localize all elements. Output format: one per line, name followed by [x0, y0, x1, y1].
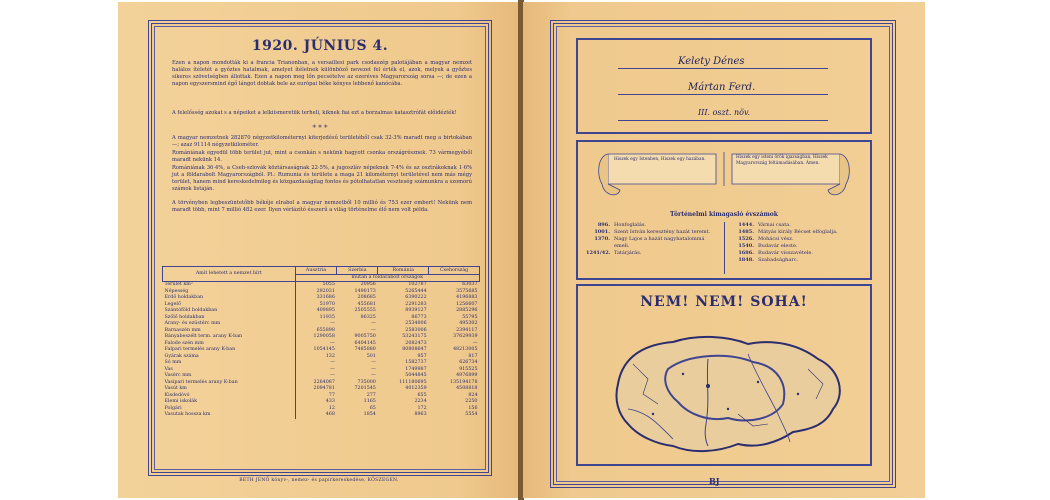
table-cell: 824: [468, 392, 478, 398]
table-cell: 8963: [414, 412, 427, 417]
table-cell: 208685: [357, 295, 376, 300]
table-row-label: Kisdedóvó: [163, 393, 296, 400]
table-row-label: Vasipari termelés arany K-ban: [163, 380, 296, 387]
table-row-label: Vasút km: [163, 386, 296, 393]
table-header-austria: Ausztria: [295, 267, 337, 275]
table-cell: —: [330, 373, 335, 378]
date-event: Mátyás király Bécset elfoglalja.: [758, 229, 838, 235]
date-event: Szabadságharc.: [758, 257, 799, 263]
table-row-label: Legelő: [163, 302, 296, 309]
table-cell: —: [371, 373, 376, 378]
publisher-monogram: BJ: [709, 476, 720, 486]
responsibility-paragraph: A felelősség azokat s a népeiket a lelkiismeretük terheli, kiknek fiai ezt a borzalmas katasztrófát előidézték!: [172, 110, 457, 116]
table-row: [163, 282, 480, 289]
greater-hungary-map: [578, 314, 870, 464]
date-event: Szent István keresztény hazát teremt.: [614, 229, 711, 235]
table-row-label: Népesség: [163, 289, 296, 296]
handwritten-school: Mártan Ferd.: [688, 82, 756, 93]
table-cell: 4976899: [456, 373, 478, 378]
table-cell: —: [330, 366, 335, 372]
table-cell: 7485880: [354, 347, 376, 352]
table-row-label: Bányabeszélt term. arany K-ban: [163, 334, 296, 341]
table-cell: 495302: [459, 321, 478, 326]
table-cell: 8939127: [405, 308, 427, 313]
table-cell: 2534006: [405, 321, 427, 326]
table-cell: 626734: [459, 360, 478, 365]
table-cell: 11935: [319, 314, 335, 320]
table-cell: 102787: [408, 282, 427, 287]
date-entry: [586, 229, 714, 236]
date-entry: [730, 229, 858, 236]
table-cell: 2885296: [456, 308, 478, 313]
table-row-label: Falpari termelés arany K-ban: [163, 347, 296, 354]
right-ornamental-frame: [550, 20, 896, 488]
table-cell: 292031: [316, 288, 335, 294]
date-entry: [586, 236, 714, 250]
table-cell: 86325: [360, 314, 376, 320]
table-cell: —: [330, 340, 335, 346]
table-cell: 65: [369, 405, 376, 411]
name-line-3: [618, 120, 828, 121]
table-cell: 2264087: [313, 379, 335, 385]
table-cell: 6404145: [354, 340, 376, 346]
table-cell: 501: [366, 353, 376, 359]
date-event: Nagy Lajos a hazát nagyhatalommá emeli.: [614, 236, 705, 249]
date-year: 1485.: [738, 229, 754, 235]
table-row-label: Szántóföld holdakban: [163, 308, 296, 315]
left-page: [118, 2, 520, 498]
date-entry: [730, 222, 858, 229]
table-row: [163, 412, 480, 419]
date-year: 1001.: [594, 229, 610, 235]
date-year: 1370.: [594, 236, 610, 242]
table-header-czech: Csehország: [429, 267, 480, 275]
table-subheader: mután a földarabolt országok: [295, 274, 479, 282]
map-box: [576, 284, 872, 466]
date-entry: [586, 250, 714, 257]
table-cell: 2505555: [354, 308, 376, 313]
table-row-label: Arany- és ezüstérc mm: [163, 321, 296, 328]
table-cell: 817: [468, 353, 478, 359]
table-cell: 1256607: [456, 301, 478, 307]
table-cell: 2082473: [405, 340, 427, 346]
table-cell: 48213005: [453, 347, 478, 352]
date-event: Várnai csata.: [758, 222, 791, 228]
date-year: 896.: [597, 222, 610, 228]
date-year: 1540.: [738, 243, 754, 249]
owner-name-box: [576, 38, 872, 134]
date-event: Budavár visszavétele.: [758, 250, 813, 256]
map-slogan: NEM! NEM! SOHA!: [640, 294, 808, 310]
table-cell: 172: [417, 405, 427, 411]
table-cell: 2291283: [405, 301, 427, 307]
table-cell: 5044845: [405, 373, 427, 378]
romania-paragraph: Romániának egyedül több terület jut, mint a csonkán s nekünk hagyott csonka országrésznek. 73 vármegyéből maradt nekünk 14.: [172, 150, 472, 163]
table-cell: 55795: [462, 314, 478, 320]
table-cell: 12: [328, 405, 335, 411]
table-cell: 433: [325, 399, 335, 404]
population-paragraph: A törvényben legbeszüntetőbb békéje elrabol a magyar nemzetből 10 millió és 753 ezer embert! Nekünk nem maradt több, mint 7 millió 482 ezer. Ilyen vérlázító ésszerű a világ történelme élő nem volt példa.: [172, 200, 472, 213]
table-cell: 4012359: [405, 386, 427, 391]
name-line-2: [618, 94, 828, 95]
table-row-label: Szőlő holdakban: [163, 315, 296, 322]
table-row-label: Elemi iskolák: [163, 399, 296, 406]
date-event: Budavár eleste.: [758, 243, 798, 249]
date-event: Mohácsi vész.: [758, 236, 794, 242]
date-entry: [730, 243, 858, 250]
table-cell: 20956: [360, 282, 376, 287]
table-cell: 1290058: [313, 334, 335, 339]
ribbon-banner-icon: [578, 144, 870, 206]
dates-title: Történelmi kimagasló évszámok: [670, 211, 778, 218]
table-cell: 77: [328, 392, 335, 398]
table-cell: —: [371, 360, 376, 365]
table-row-label: Polgári: [163, 406, 296, 413]
table-cell: 1490173: [354, 288, 376, 294]
table-cell: 4196883: [456, 295, 478, 300]
table-cell: —: [330, 321, 335, 326]
table-row-label: Falode szén mm: [163, 341, 296, 348]
creed-left-text: Hiszek egy Istenben, Hiszek egy hazában.: [614, 157, 706, 162]
table-cell: 409895: [316, 308, 335, 313]
table-row-label: Barnaszén mm: [163, 328, 296, 335]
territory-paragraph: A magyar nemzetnek 282870 négyzetkilométernyi kiterjedésű területéből csak 32·3% maradt meg a birtokában —; azaz 91114 négyzetkilométer.: [172, 135, 472, 148]
table-cell: 2234: [414, 399, 427, 404]
date-entry: [730, 250, 858, 257]
table-cell: 468: [325, 412, 335, 417]
percentages-paragraph: Romániának 36·4%, a Cseh-szlovák köztársaságnak 22·5%, a jugoszláv népeknek 7·4% és az osztrákoknak 1·6% jut a földarabolt Magyarországból. Pl.: Rumunia és területe a maga 21 kilométernyi területével nem más mégy terület, hanem mind kereskedelmileg és közgazdaságilag fontos és pótolhatatlan veszteség számunkra a szomorú számok listáján.: [172, 165, 472, 192]
table-cell: 1749987: [405, 366, 427, 372]
date-entry: [586, 222, 714, 229]
table-cell: —: [371, 327, 376, 333]
table-cell: 63037: [462, 282, 478, 287]
table-row-label: Vasutak hossza km: [163, 412, 296, 419]
table-cell: 132: [325, 353, 335, 359]
page-title: 1920. JÚNIUS 4.: [251, 38, 389, 54]
table-cell: 2250: [465, 399, 478, 404]
date-year: 1848.: [738, 257, 754, 263]
date-entry: [730, 236, 858, 243]
table-header-item: Amit lehetett a nemzet bírt: [163, 267, 296, 282]
date-year: 1526.: [738, 236, 754, 242]
table-header-romania: Románia: [378, 267, 429, 275]
table-cell: 2094781: [313, 386, 335, 391]
date-year: 1241/42.: [586, 250, 611, 256]
table-cell: 135194178: [450, 379, 478, 385]
table-cell: 37629939: [453, 334, 478, 339]
table-cell: 1582737: [405, 360, 427, 365]
handwritten-class: III. oszt. növ.: [698, 108, 751, 117]
creed-right-text: Hiszek egy isteni örök igazságban, Hiszek Magyarország feltámadásában. Ámen.: [736, 155, 828, 166]
dates-right-column: [730, 222, 858, 264]
left-ornamental-frame: [148, 20, 492, 476]
date-year: 1686.: [738, 250, 754, 256]
table-cell: 86773: [411, 314, 427, 320]
table-row-label: Vasérc mm: [163, 373, 296, 380]
table-row-label: Gyárak száma: [163, 354, 296, 361]
table-cell: 655898: [316, 327, 335, 333]
table-cell: 1054145: [313, 347, 335, 352]
table-cell: 51970: [319, 301, 335, 307]
table-cell: 277: [366, 392, 376, 398]
printer-imprint: BÉTH JENŐ könyv-, nemez- és papírkereskedése, KŐSZEGEN.: [239, 478, 399, 483]
table-cell: 4508818: [456, 386, 478, 391]
name-line-1: [618, 68, 828, 69]
table-body: [163, 282, 480, 419]
table-cell: 80808647: [402, 347, 427, 352]
table-cell: 2394117: [456, 327, 478, 333]
table-cell: 5265444: [405, 288, 427, 294]
right-page: [523, 2, 925, 498]
table-cell: 6390222: [405, 295, 427, 300]
loss-statistics-table: [162, 266, 480, 419]
dates-divider: [724, 222, 725, 274]
table-row-label: Erdő holdakban: [163, 295, 296, 302]
table-cell: 5055: [322, 282, 335, 287]
date-entry: [730, 257, 858, 264]
table-cell: 111180695: [399, 379, 427, 385]
table-row-label: Terület km²: [163, 282, 296, 289]
table-cell: 455681: [357, 301, 376, 307]
table-cell: —: [330, 360, 335, 365]
table-header-serbia: Szerbia: [337, 267, 378, 275]
table-cell: 1854: [363, 412, 376, 417]
table-cell: 655: [417, 392, 427, 398]
table-cell: 2583006: [405, 327, 427, 333]
table-cell: 9005750: [354, 334, 376, 339]
table-cell: —: [371, 321, 376, 326]
section-divider: * * *: [312, 124, 328, 132]
table-cell: 331686: [316, 295, 335, 300]
date-year: 1444.: [738, 222, 754, 228]
date-event: Tatárjárás.: [614, 250, 642, 256]
table-cell: 53243175: [402, 334, 427, 339]
table-row-label: Vas: [163, 367, 296, 374]
table-cell: 7201545: [354, 386, 376, 391]
historical-dates-box: [576, 140, 872, 280]
table-row-label: Só mm: [163, 360, 296, 367]
table-cell: 156: [468, 405, 478, 411]
table-cell: 915525: [459, 366, 478, 372]
dates-left-column: [586, 222, 714, 257]
table-cell: 957: [417, 353, 427, 359]
intro-paragraph: Ezen a napon mondották ki a francia Trianonban, a versaillesi park csodaszép palotájában a magyar nemzet halálos ítéletét a győztes hatalmak, amelyet ítéletnek különböző nevezet fel érték el, azok, melyek a győztes sikeres szövetségben állottak. Ezen a napon meg lőn pecsételve az ezeréves Magyarország sorsa —; de ezen a napon egyszersmind égő lángot dobtak bele az európai béke kényes lebbenő kanócába.: [172, 60, 472, 87]
table-cell: 735000: [357, 379, 376, 385]
table-cell: 1165: [363, 399, 376, 404]
table-cell: —: [371, 366, 376, 372]
date-event: Honfoglalás.: [614, 222, 646, 228]
table-cell: 3575685: [456, 288, 478, 294]
table-cell: 5554: [465, 412, 478, 417]
handwritten-owner-name: Kelety Dénes: [678, 56, 745, 67]
table-cell: —: [472, 340, 478, 346]
